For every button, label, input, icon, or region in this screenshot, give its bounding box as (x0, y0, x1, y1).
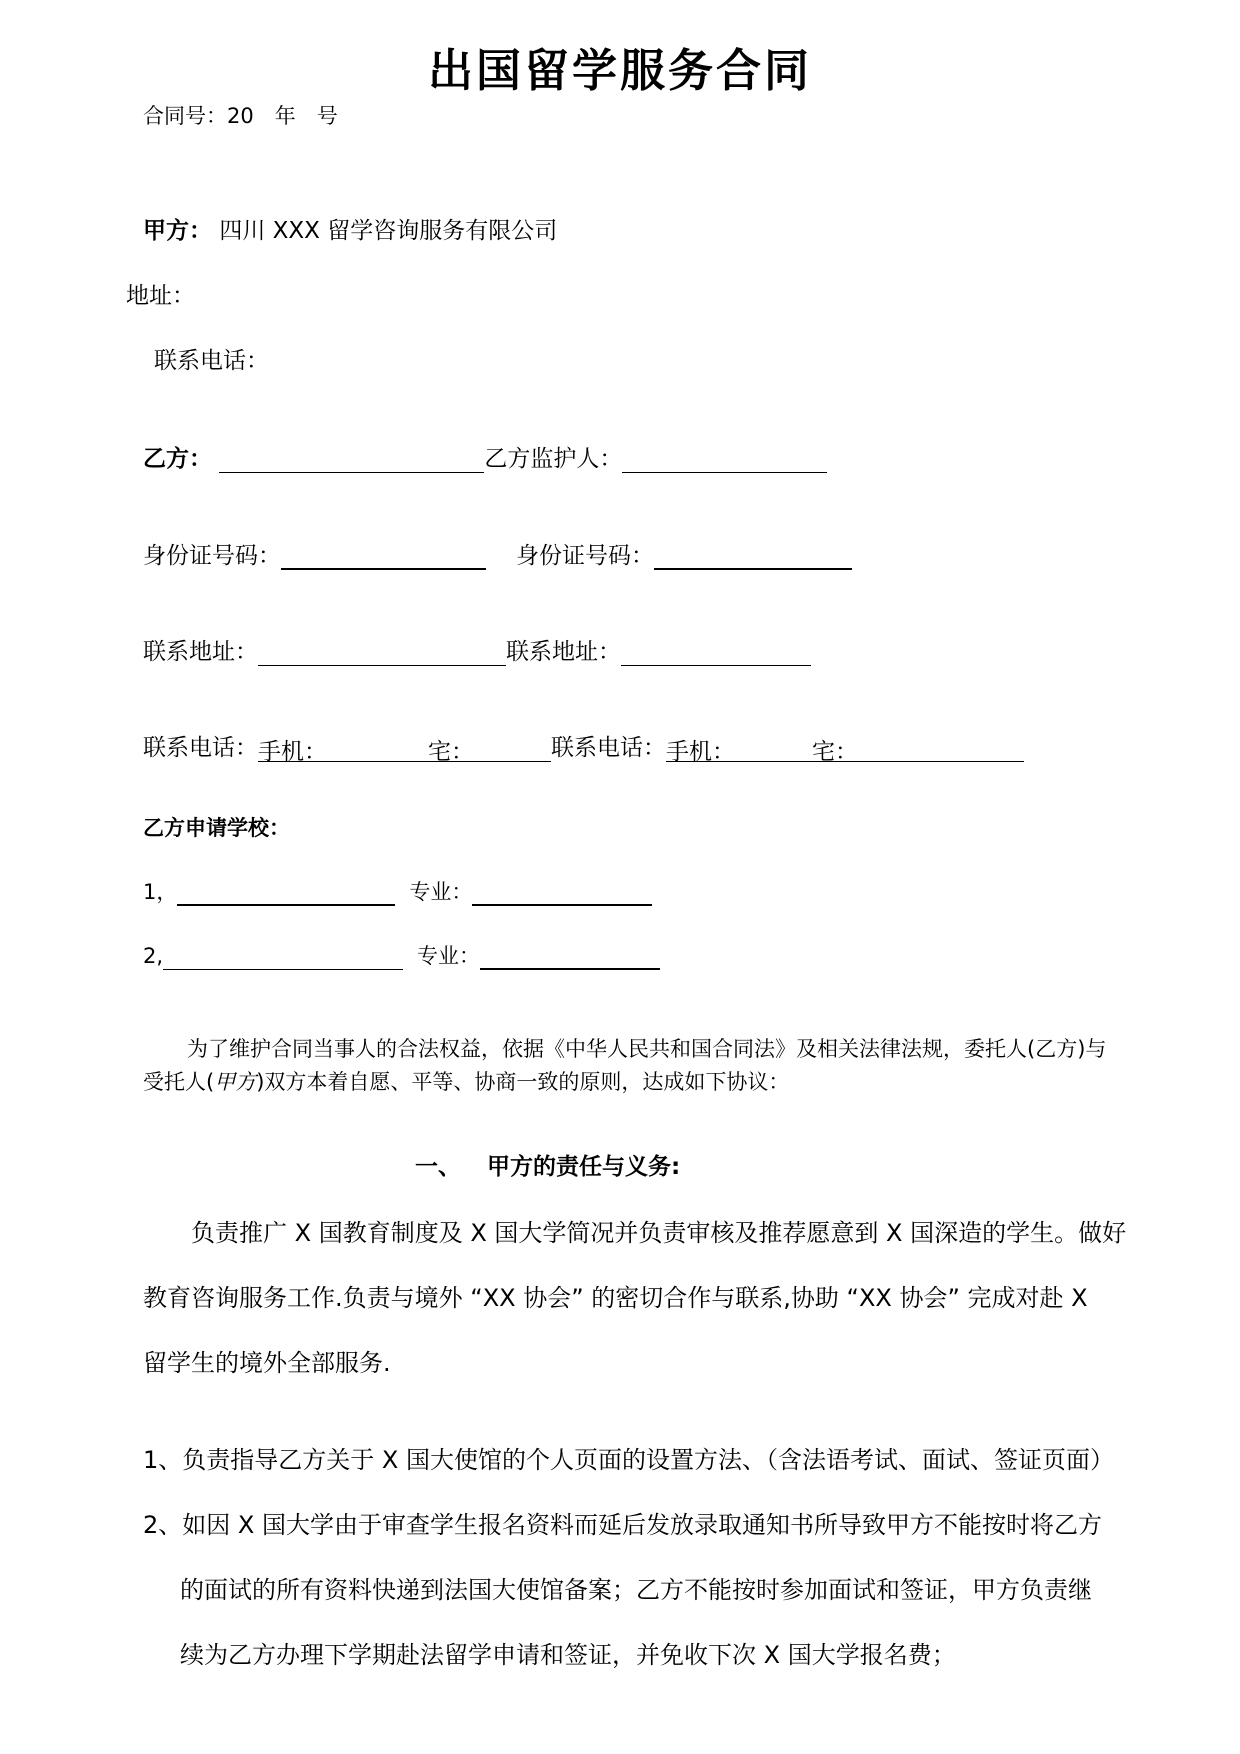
party-b-phone-label: 联系电话： (143, 735, 258, 761)
preamble-line-2-start: 受托人( (143, 1070, 215, 1094)
school-1-major-label: 专业： (409, 880, 473, 904)
party-b-label: 乙方 (143, 446, 189, 472)
party-a-label: 甲方 (143, 218, 189, 244)
school-2-blank[interactable] (163, 943, 403, 970)
section-1-item-2-line-1: 2、如因 X 国大学由于审查学生报名资料而延后发放录取通知书所导致甲方不能按时将乙方 (143, 1511, 1102, 1539)
address-line (143, 633, 811, 666)
school-1-blank[interactable] (177, 878, 395, 906)
contact-phone-line (143, 729, 1024, 765)
school-2-major-blank[interactable] (480, 942, 660, 970)
section-1-item-2-line-2: 的面试的所有资料快递到法国大使馆备案；乙方不能按时参加面试和签证，甲方负责继 (180, 1576, 1092, 1604)
section-1-para-line-3: 留学生的境外全部服务. (143, 1349, 391, 1377)
section-1-item-2-line-3: 续为乙方办理下学期赴法留学申请和签证，并免收下次 X 国大学报名费； (180, 1641, 956, 1669)
party-b-address-label: 联系地址： (143, 639, 258, 665)
section-1-number: 一、 (415, 1154, 461, 1180)
contract-number: 合同号：20 年 号 (143, 104, 338, 128)
guardian-address-label: 联系地址： (506, 639, 621, 665)
school-2-prefix: 2, (143, 944, 164, 968)
schools-heading: 乙方申请学校： (143, 816, 290, 840)
party-b-name-blank[interactable] (219, 446, 484, 473)
section-1-para-line-1-text: 负责推广 X 国教育制度及 X 国大学简况并负责审核及推荐愿意到 X 国深造的学生。做好 (191, 1219, 1127, 1247)
preamble-line-1-text: 为了维护合同当事人的合法权益，依据《中华人民共和国合同法》及相关法律法规，委托人(乙方)与 (187, 1037, 1107, 1061)
party-b-colon: ： (189, 446, 212, 472)
preamble-line-2-end: )双方本着自愿、平等、协商一致的原则，达成如下协议： (256, 1070, 790, 1094)
guardian-phone-blank[interactable] (666, 733, 1024, 765)
party-a-colon: ： (189, 218, 212, 244)
school-1-major-blank[interactable] (472, 878, 652, 906)
document-title: 出国留学服务合同 (427, 44, 812, 97)
school-1-line (143, 876, 652, 906)
party-b-home-label: 宅： (428, 739, 474, 765)
guardian-home-label: 宅： (812, 739, 858, 765)
party-b-mobile-label: 手机： (258, 739, 327, 765)
section-1-item-1: 1、负责指导乙方关于 X 国大使馆的个人页面的设置方法、（含法语考试、面试、签证页面） (143, 1446, 1114, 1474)
section-1-para-line-2: 教育咨询服务工作.负责与境外 “XX 协会” 的密切合作与联系,协助 “XX 协会” 完成对赴 X (143, 1284, 1088, 1312)
preamble-line-2-italic: 甲方 (214, 1070, 257, 1094)
section-1-para-line-1 (143, 1213, 1126, 1248)
party-b-line (143, 440, 827, 473)
school-1-prefix: 1， (143, 880, 178, 904)
preamble-line-2 (143, 1066, 1106, 1099)
school-2-line (143, 940, 660, 970)
section-1-title: 甲方的责任与义务: (487, 1154, 681, 1180)
party-b-id-blank[interactable] (281, 542, 486, 570)
party-a-line (143, 212, 557, 245)
party-b-id-label: 身份证号码： (143, 543, 281, 569)
section-1-heading (415, 1148, 680, 1181)
party-b-address-blank[interactable] (258, 639, 506, 666)
preamble-line-1 (143, 1033, 1106, 1066)
party-a-phone-label: 联系电话： (154, 348, 269, 374)
guardian-mobile-label: 手机： (666, 739, 735, 765)
guardian-phone-label: 联系电话： (551, 735, 666, 761)
party-b-phone-blank[interactable] (258, 733, 551, 765)
party-a-address-label: 地址： (126, 283, 195, 309)
party-a-name: 四川 XXX 留学咨询服务有限公司 (219, 218, 558, 244)
id-number-line (143, 537, 852, 570)
guardian-label: 乙方监护人： (484, 446, 623, 472)
preamble-paragraph (143, 1033, 1106, 1099)
guardian-address-blank[interactable] (621, 639, 811, 666)
guardian-name-blank[interactable] (622, 446, 827, 473)
guardian-id-blank[interactable] (654, 542, 852, 570)
school-2-major-label: 专业： (417, 944, 481, 968)
guardian-id-label: 身份证号码： (516, 543, 654, 569)
